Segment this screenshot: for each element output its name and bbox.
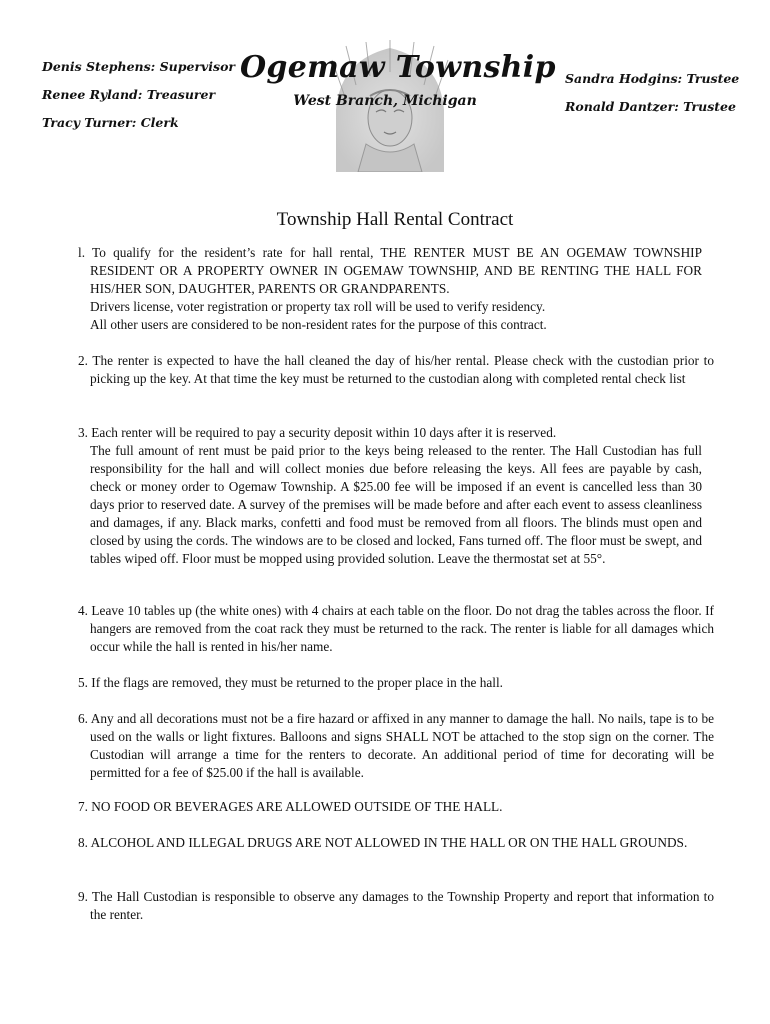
clause-3	[78, 424, 702, 568]
clause-2: 2. The renter is expected to have the hall cleaned the day of his/her rental. Please check with the custodian prior to picking up the key. At that time the key must be returned to the custodian along with completed rental check list	[78, 353, 714, 386]
clause-8: 8. ALCOHOL AND ILLEGAL DRUGS ARE NOT ALLOWED IN THE HALL OR ON THE HALL GROUNDS.	[78, 835, 688, 850]
official-trustee-1: Sandra Hodgins: Trustee	[565, 71, 740, 86]
officials-left	[42, 56, 235, 140]
official-clerk: Tracy Turner: Clerk	[42, 115, 179, 130]
clause-3-details: The full amount of rent must be paid prior to the keys being released to the renter. The Hall Custodian has full responsibility for the hall and will collect monies due before releasing the keys. All fees are payable by cash, check or money order to Ogemaw Township. A $25.00 fee will be imposed if an event is cancelled less than 30 days prior to reserved date. A survey of the premises will be made before and after each event to assess cleanliness and damages, if any. Black marks, confetti and food must be removed from all floors. The blinds must open and closed by using the cords. The windows are to be closed and locked, Fans turned off. The floor must be swept, and tables wiped off. Floor must be mopped using provided solution. Leave the thermostat set at 55°.	[90, 443, 702, 566]
clause-1-text: l. To qualify for the resident’s rate for hall rental, THE RENTER MUST BE AN OGEMAW TOWNSHIP RESIDENT OR A PROPERTY OWNER IN OGEMAW TOWNSHIP, AND BE RENTING THE HALL FOR HIS/HER SON, DAUGHTER, PARENTS OR GRANDPARENTS.	[78, 245, 702, 296]
clause-7: 7. NO FOOD OR BEVERAGES ARE ALLOWED OUTSIDE OF THE HALL.	[78, 799, 503, 814]
clause-5: 5. If the flags are removed, they must be returned to the proper place in the hall.	[78, 675, 503, 690]
clause-1	[78, 244, 702, 334]
official-supervisor: Denis Stephens: Supervisor	[42, 59, 236, 74]
document-title: Township Hall Rental Contract	[276, 209, 514, 230]
clause-9: 9. The Hall Custodian is responsible to observe any damages to the Township Property and report that information to the renter.	[78, 889, 714, 922]
clause-3-text: 3. Each renter will be required to pay a security deposit within 10 days after it is reserved.	[78, 425, 557, 440]
official-treasurer: Renee Ryland: Treasurer	[42, 87, 216, 102]
township-location: West Branch, Michigan	[293, 93, 477, 109]
clause-6: 6. Any and all decorations must not be a fire hazard or affixed in any manner to damage the hall. No nails, tape is to be used on the walls or light fixtures. Balloons and signs SHALL NOT be attached to the stop sign on the corner. The Custodian will arrange a time for the renters to decorate. An additional period of time for decorating will be permitted for a fee of $25.00 if the hall is available.	[78, 711, 714, 780]
officials-right	[565, 68, 739, 124]
clause-1-note-1: Drivers license, voter registration or property tax roll will be used to verify residency.	[90, 299, 546, 314]
township-name: Ogemaw Township	[240, 50, 556, 85]
official-trustee-2: Ronald Dantzer: Trustee	[565, 99, 736, 114]
clause-4: 4. Leave 10 tables up (the white ones) with 4 chairs at each table on the floor. Do not drag the tables across the floor. If hangers are removed from the coat rack they must be returned to the rack. The renter is liable for all damages which occur while the hall is rented in his/her name.	[78, 603, 714, 654]
clause-1-note-2: All other users are considered to be non-resident rates for the purpose of this contract.	[90, 317, 547, 332]
